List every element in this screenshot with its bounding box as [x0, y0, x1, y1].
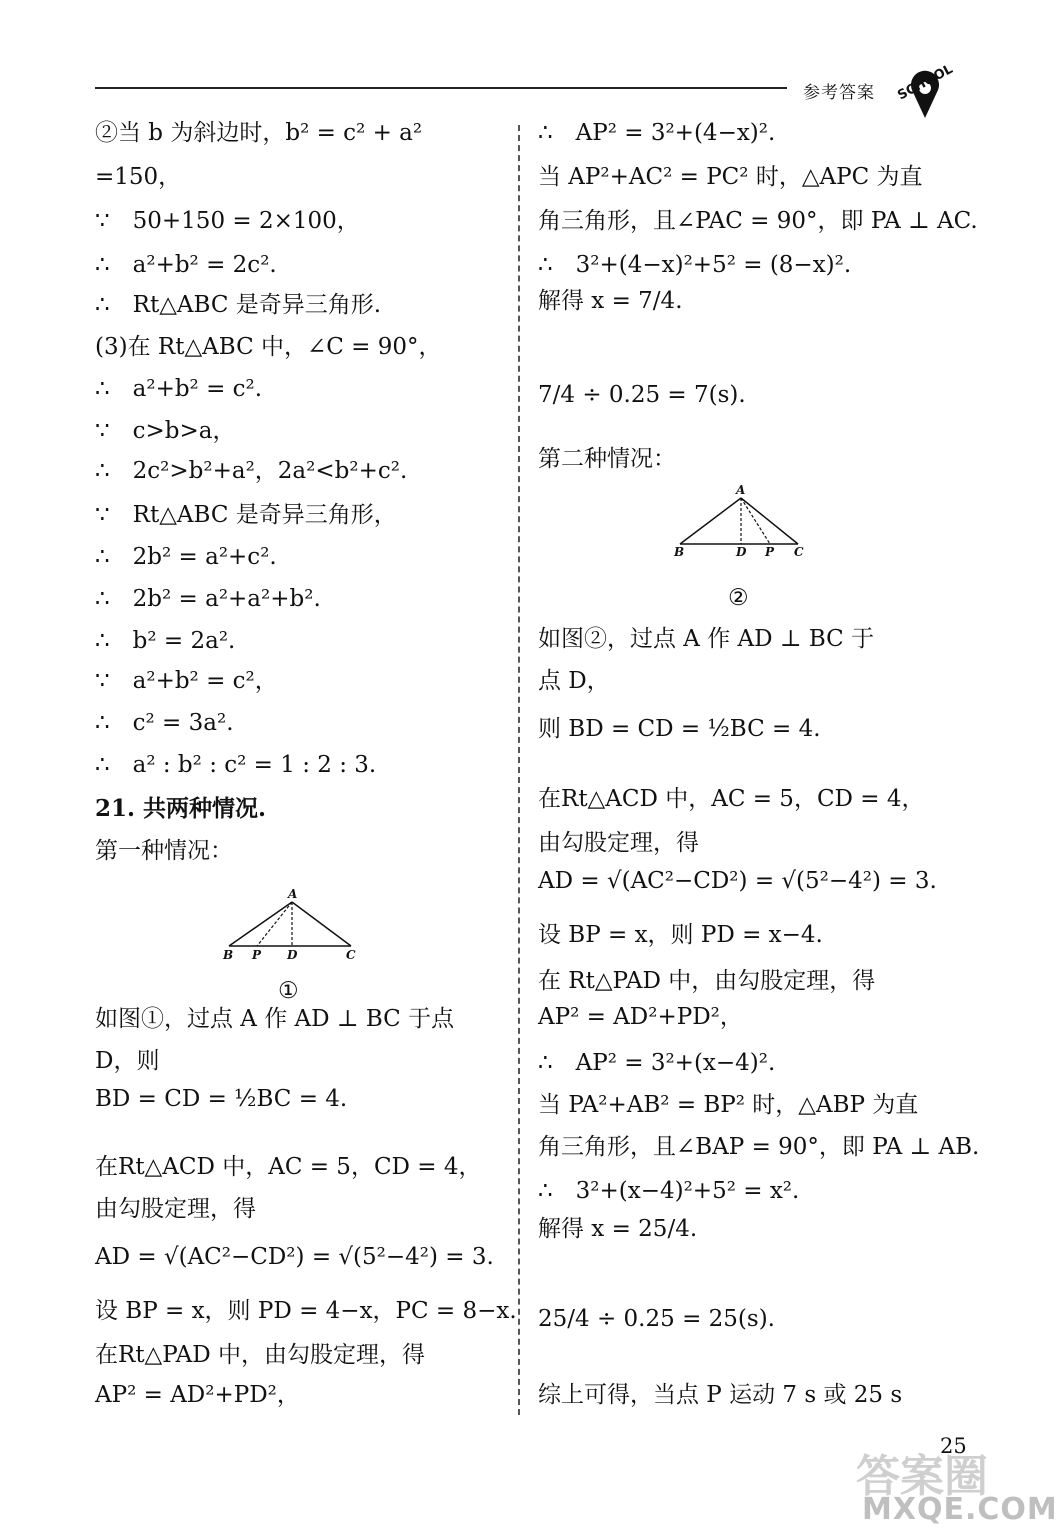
fig1-label-c: C	[346, 948, 356, 962]
watermark-bottom: MXQE.COM	[862, 1492, 1058, 1527]
fig1-side-ac	[292, 902, 351, 946]
right-line-6: 7/4 ÷ 0.25 = 7(s).	[538, 382, 746, 408]
right-line-8: 如图②，过点 A 作 AD ⊥ BC 于	[538, 626, 875, 652]
school-logo-text: SCHOOL	[895, 61, 956, 104]
right-line-2: 当 AP²+AC² = PC² 时，△APC 为直	[538, 164, 923, 190]
left-line-16: ∴ a² : b² : c² = 1 : 2 : 3.	[95, 752, 377, 778]
left-line-5: ∴ Rt△ABC 是奇异三角形.	[95, 292, 382, 318]
header-rule	[95, 87, 787, 89]
left-line-19: 如图①，过点 A 作 AD ⊥ BC 于点	[95, 1006, 455, 1032]
left-line-7: ∴ a²+b² = c².	[95, 376, 263, 402]
figure-1-diagram	[215, 886, 365, 966]
fig2-segment-ap	[741, 498, 770, 544]
right-line-14: 设 BP = x，则 PD = x−4.	[538, 922, 823, 948]
left-line-14: ∵ a²+b² = c²，	[95, 668, 278, 694]
left-line-22: 在Rt△ACD 中，AC = 5，CD = 4，	[95, 1154, 482, 1180]
right-line-23: 综上可得，当点 P 运动 7 s 或 25 s	[538, 1382, 903, 1408]
right-line-3: 角三角形，且∠PAC = 90°，即 PA ⊥ AC.	[538, 208, 978, 234]
figure-2-diagram	[668, 482, 816, 562]
left-line-21: BD = CD = ½BC = 4.	[95, 1086, 348, 1112]
right-line-9: 点 D，	[538, 668, 610, 694]
left-line-23: 由勾股定理，得	[95, 1196, 256, 1222]
right-line-15: 在 Rt△PAD 中，由勾股定理，得	[538, 968, 876, 994]
fig1-segment-ap	[257, 902, 292, 946]
right-line-1: ∴ AP² = 3²+(4−x)².	[538, 120, 776, 146]
left-line-12: ∴ 2b² = a²+a²+b².	[95, 586, 321, 612]
fig2-label-b: B	[674, 545, 685, 559]
school-logo-icon	[890, 60, 960, 122]
right-line-22: 25/4 ÷ 0.25 = 25(s).	[538, 1306, 775, 1332]
left-line-9: ∴ 2c²>b²+a²，2a²<b²+c².	[95, 458, 408, 484]
left-line-11: ∴ 2b² = a²+c².	[95, 544, 277, 570]
column-divider	[518, 125, 520, 1415]
fig1-label-p: P	[252, 948, 262, 962]
page-number: 25	[940, 1434, 967, 1458]
left-line-27: AP² = AD²+PD²，	[95, 1382, 300, 1408]
fig1-label-d: D	[287, 948, 298, 962]
fig2-label-c: C	[794, 545, 804, 559]
left-line-10: ∵ Rt△ABC 是奇异三角形，	[95, 502, 397, 528]
left-line-18: 第一种情况：	[95, 838, 233, 864]
figure-2-caption: ②	[728, 585, 749, 611]
left-line-1: ②当 b 为斜边时，b² = c² + a²	[95, 120, 423, 146]
left-line-6: (3)在 Rt△ABC 中，∠C = 90°，	[95, 334, 442, 360]
left-line-24: AD = √(AC²−CD²) = √(5²−4²) = 3.	[95, 1244, 494, 1270]
fig2-label-p: P	[765, 545, 775, 559]
right-line-19: 角三角形，且∠BAP = 90°，即 PA ⊥ AB.	[538, 1134, 980, 1160]
right-line-11: 在Rt△ACD 中，AC = 5，CD = 4，	[538, 786, 925, 812]
header-label: 参考答案	[803, 83, 875, 103]
fig1-side-ab	[229, 902, 292, 946]
fig1-label-b: B	[223, 948, 234, 962]
right-line-10: 则 BD = CD = ½BC = 4.	[538, 716, 821, 742]
right-line-20: ∴ 3²+(x−4)²+5² = x².	[538, 1178, 800, 1204]
left-line-13: ∴ b² = 2a².	[95, 628, 236, 654]
right-line-16: AP² = AD²+PD²，	[538, 1004, 743, 1030]
left-line-15: ∴ c² = 3a².	[95, 710, 234, 736]
right-line-21: 解得 x = 25/4.	[538, 1216, 698, 1242]
left-line-2: =150，	[95, 164, 182, 190]
right-line-17: ∴ AP² = 3²+(x−4)².	[538, 1050, 776, 1076]
right-line-4: ∴ 3²+(4−x)²+5² = (8−x)².	[538, 252, 852, 278]
left-line-8: ∵ c>b>a，	[95, 418, 236, 444]
left-line-20: D，则	[95, 1048, 160, 1074]
right-line-7: 第二种情况：	[538, 446, 676, 472]
right-line-12: 由勾股定理，得	[538, 830, 699, 856]
right-line-13: AD = √(AC²−CD²) = √(5²−4²) = 3.	[538, 868, 937, 894]
fig2-side-ab	[680, 498, 741, 544]
left-line-4: ∴ a²+b² = 2c².	[95, 252, 277, 278]
right-line-18: 当 PA²+AB² = BP² 时，△ABP 为直	[538, 1092, 919, 1118]
fig2-label-a: A	[736, 483, 746, 497]
fig2-label-d: D	[736, 545, 747, 559]
left-line-26: 在Rt△PAD 中，由勾股定理，得	[95, 1342, 425, 1368]
figure-1-caption: ①	[278, 978, 299, 1004]
right-line-5: 解得 x = 7/4.	[538, 288, 683, 314]
watermark-top: 答案圈	[856, 1451, 988, 1502]
left-line-25: 设 BP = x，则 PD = 4−x，PC = 8−x.	[95, 1298, 517, 1324]
fig2-side-ac	[741, 498, 798, 544]
left-line-3: ∵ 50+150 = 2×100，	[95, 208, 360, 234]
left-line-17: 21. 共两种情况.	[95, 795, 267, 822]
fig1-label-a: A	[288, 887, 298, 901]
